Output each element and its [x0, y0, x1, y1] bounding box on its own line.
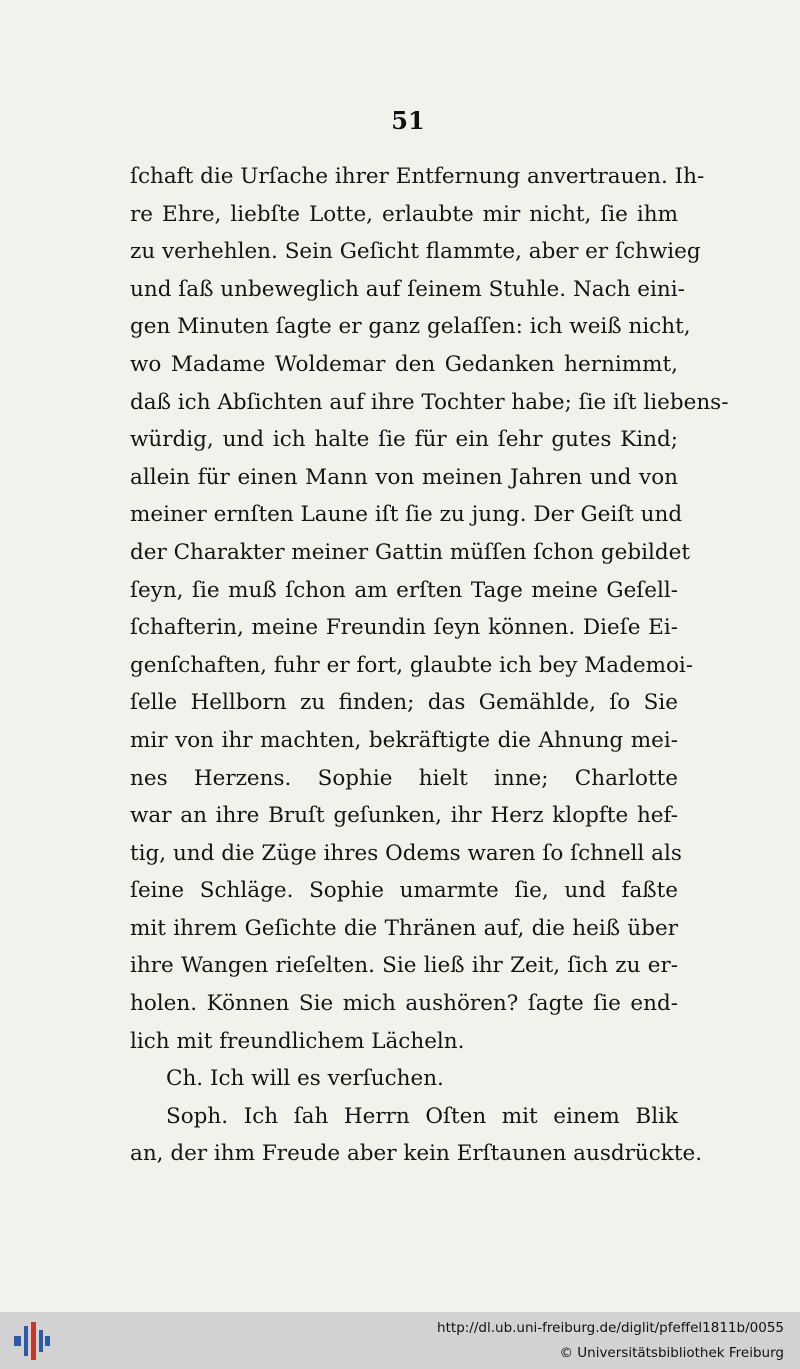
text-line: meiner ernſten Laune iſt ſie zu jung. Der Geiſt und [130, 502, 683, 528]
text-line: war an ihre Bruſt geſunken, ihr Herz klopfte hef- [130, 803, 678, 829]
text-line: nes Herzens. Sophie hielt inne; Charlotte [130, 765, 678, 791]
text-line: ihre Wangen rieſelten. Sie ließ ihr Zeit, ſich zu er- [130, 953, 678, 979]
text-line: gen Minuten ſagte er ganz gelaſſen: ich weiß nicht, [130, 314, 691, 340]
text-line: ſchaft die Urſache ihrer Entfernung anvertrauen. Ih- [130, 164, 705, 189]
text-line: und ſaß unbeweglich auf ſeinem Stuhle. Nach eini- [130, 276, 685, 302]
text-line: zu verhehlen. Sein Geſicht flammte, aber er ſchwieg [130, 239, 701, 265]
text-line: der Charakter meiner Gattin müſſen ſchon gebildet [130, 539, 690, 565]
text-line: Soph. Ich ſah Herrn Oſten mit einem Blik [166, 1103, 678, 1129]
text-line: tig, und die Züge ihres Odems waren ſo ſchnell als [130, 840, 682, 866]
text-line: mit ihrem Geſichte die Thränen auf, die heiß über [130, 915, 678, 941]
text-line: re Ehre, liebſte Lotte, erlaubte mir nicht, ſie ihm [130, 201, 678, 227]
text-line: lich mit freundlichem Lächeln. [130, 1028, 465, 1054]
text-line: Ch. Ich will es verſuchen. [166, 1066, 444, 1092]
page-number: 51 [391, 106, 425, 135]
page-permalink[interactable]: http://dl.ub.uni-freiburg.de/diglit/pfeffel1811b/0055 [437, 1320, 784, 1336]
text-line: ſeine Schläge. Sophie umarmte ſie, und faßte [130, 878, 678, 904]
viewer-footer [0, 1312, 800, 1369]
text-line: genſchaften, fuhr er fort, glaubte ich bey Mademoi- [130, 652, 694, 678]
text-line: ſeyn, ſie muß ſchon am erſten Tage meine Geſell- [130, 577, 678, 603]
text-line: an, der ihm Freude aber kein Erſtaunen ausdrückte. [130, 1141, 703, 1167]
text-line: wo Madame Woldemar den Gedanken hernimmt, [130, 351, 678, 377]
text-line: ſchafterin, meine Freundin ſeyn können. Dieſe Ei- [130, 615, 678, 641]
text-line: ſelle Hellborn zu finden; das Gemählde, ſo Sie [130, 690, 678, 716]
text-line: daß ich Abſichten auf ihre Tochter habe; ſie iſt liebens- [130, 389, 729, 415]
library-logo-icon [12, 1320, 52, 1362]
text-line: holen. Können Sie mich aushören? ſagte ſie end- [130, 991, 678, 1017]
text-line: allein für einen Mann von meinen Jahren und von [130, 464, 678, 490]
page-text [130, 158, 729, 1173]
text-line: würdig, und ich halte ſie für ein ſehr gutes Kind; [130, 427, 678, 453]
copyright-notice: © Universitätsbibliothek Freiburg [559, 1345, 784, 1361]
text-line: mir von ihr machten, bekräftigte die Ahnung mei- [130, 727, 678, 753]
